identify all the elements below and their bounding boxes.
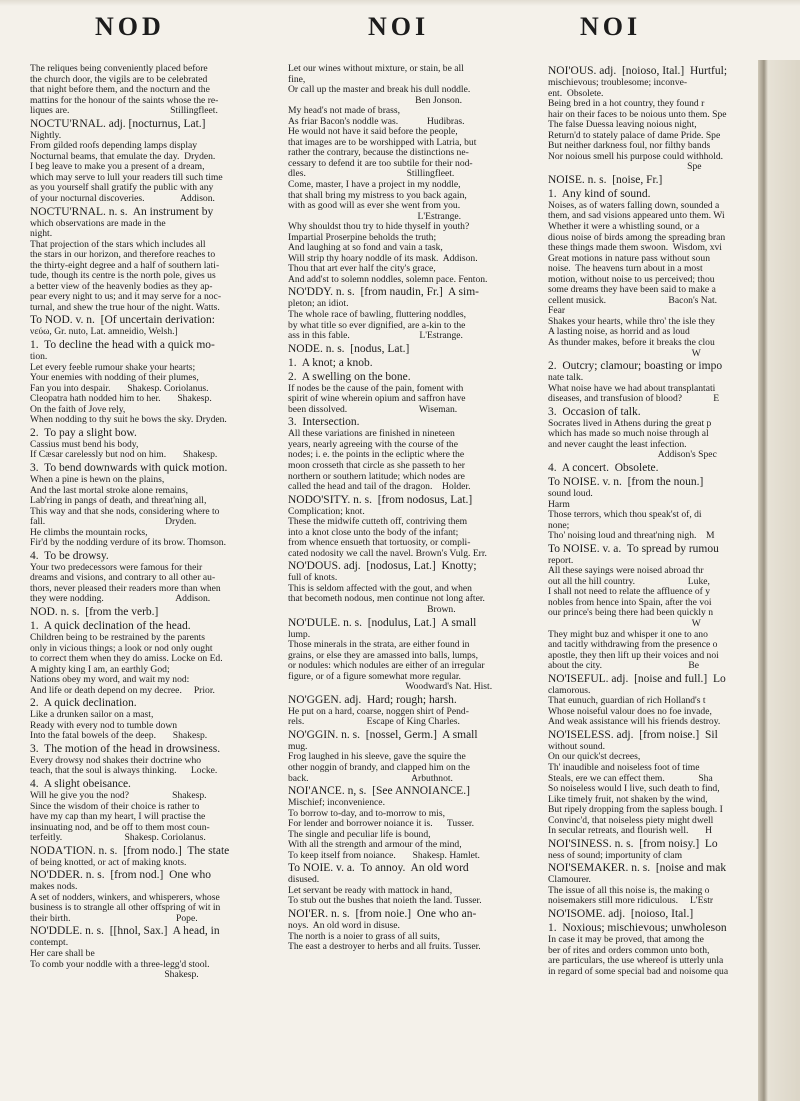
text-line: of being knotted, or act of making knots. xyxy=(30,856,187,868)
text-line: NOI'ANCE. n, s. [See ANNOIANCE.] xyxy=(288,785,470,798)
text-line: As thunder makes, before it breaks the clou xyxy=(548,337,715,349)
text-line: spirit of wine wherein opium and saffron have xyxy=(288,393,466,405)
text-line: noise. The heavens turn about in a most xyxy=(548,263,703,275)
text-line: apostle, they then lift up their voices and noi xyxy=(548,649,719,661)
text-line: rather the contrary, because the distinctions ne- xyxy=(288,147,469,159)
text-line: The reliques being conveniently placed before xyxy=(30,64,208,74)
text-line: as you yourself shall gratify the public with any xyxy=(30,182,214,194)
text-line: To borrow to-day, and to-morrow to mis, xyxy=(288,807,445,819)
text-line: 4. To be drowsy. xyxy=(30,549,109,562)
text-line: When a pine is hewn on the plains, xyxy=(30,473,165,485)
text-line: dreams and visions, and contrary to all other au- xyxy=(30,572,216,584)
text-line: Come, master, I have a project in my noddle, xyxy=(288,179,461,191)
column-middle xyxy=(288,64,538,1094)
text-line: And laughing at so fond and vain a task, xyxy=(288,242,443,254)
text-line: motion, without noise to us perceived; thou xyxy=(548,273,715,285)
text-line: 2. To pay a slight bow. xyxy=(30,426,137,439)
text-line: Socrates lived in Athens during the great p xyxy=(548,417,712,429)
text-line: dles. Stillingfleet. xyxy=(288,168,455,180)
text-line: northern or southern latitude; which nodes are xyxy=(288,470,465,482)
text-line: Children being to be restrained by the parents xyxy=(30,631,206,643)
text-line: NOD. n. s. [from the verb.] xyxy=(30,605,159,618)
text-line: these things made them swoon. Wisdom, xvi xyxy=(548,242,722,254)
text-line: Mischief; inconvenience. xyxy=(288,797,385,809)
text-line: have my cap than my heart, I will practise the xyxy=(30,811,206,823)
text-line: nobles from hence into Spain, after the voi xyxy=(548,596,712,608)
text-line: 3. Occasion of talk. xyxy=(548,405,641,418)
text-line: But neither darkness foul, nor filthy bands xyxy=(548,140,711,152)
text-line: years, nearly agreeing with the course of the xyxy=(288,438,458,450)
text-line: 2. A quick declination. xyxy=(30,697,137,710)
text-line: terfeitly. Shakesp. Coriolanus. xyxy=(30,832,206,844)
text-line: Cleopatra hath nodded him to her. Shakesp. xyxy=(30,393,212,405)
text-line: our prince's being there had been quickly n xyxy=(548,607,714,619)
text-line: As friar Bacon's noddle was. Hudibras. xyxy=(288,115,465,127)
text-line: 2. Outcry; clamour; boasting or impo xyxy=(548,360,723,373)
text-line: W xyxy=(548,617,701,629)
text-line: which has made so much noise through al xyxy=(548,428,709,440)
text-line: Let servant be ready with mattock in hand, xyxy=(288,884,453,896)
text-line: pear every night to us; and it may serve for a noc- xyxy=(30,291,222,303)
text-line: 1. To decline the head with a quick mo- xyxy=(30,339,215,352)
text-line: are particulars, the use whereof is utterly unla xyxy=(548,955,724,967)
text-line: NOI'SINESS. n. s. [from noisy.] Lo xyxy=(548,837,718,850)
text-line: Complication; knot. xyxy=(288,505,365,517)
text-line: Nor noious smell his purpose could withhold. xyxy=(548,150,724,162)
text-line: Whether it were a whistling sound, or a xyxy=(548,221,700,233)
text-line: This is seldom affected with the gout, and when xyxy=(288,582,472,594)
text-line: NO'DULE. n. s. [nodulus, Lat.] A small xyxy=(288,616,477,629)
text-line: Nocturnal beams, that emulate the day. Dryden. xyxy=(30,150,216,162)
text-line: Harm xyxy=(548,498,570,510)
text-line: tude, though its centre is the north pole, gives us xyxy=(30,270,216,282)
text-line: NODA'TION. n. s. [from nodo.] The state xyxy=(30,844,230,857)
text-line: turnal, and shew the true hour of the night. Watts. xyxy=(30,301,220,313)
text-line: The issue of all this noise is, the making o xyxy=(548,884,710,896)
text-line: Woodward's Nat. Hist. xyxy=(288,681,493,693)
text-line: Her care shall be xyxy=(30,948,95,959)
text-line: To NOD. v. n. [Of uncertain derivation: xyxy=(30,314,215,327)
text-line: NO'DDLE. n. s. [[hnol, Sax.] A head, in xyxy=(30,925,220,938)
text-line: Since the wisdom of their choice is rather to xyxy=(30,800,200,812)
text-line: Or call up the master and break his dull noddle. xyxy=(288,84,471,96)
text-line: The false Duessa leaving noious night, xyxy=(548,119,697,131)
text-line: noys. An old word in disuse. xyxy=(288,920,400,931)
text-line: He climbs the mountain rocks, xyxy=(30,526,148,538)
text-line: To NOIE. v. a. To annoy. An old word xyxy=(288,862,469,875)
text-line: To NOISE. v. n. [from the noun.] xyxy=(548,475,704,488)
text-line: NO'ISOME. adj. [noioso, Ital.] xyxy=(548,908,694,920)
text-line: grains, or else they are amassed into balls, lumps, xyxy=(288,649,478,661)
text-line: νεύω, Gr. nuto, Lat. amneidio, Welsh.] xyxy=(30,326,178,338)
text-line: NO'DDY. n. s. [from naudin, Fr.] A sim- xyxy=(288,286,479,299)
text-line: 2. A swelling on the bone. xyxy=(288,370,411,383)
text-line: other noggin of brandy, and clapped him on the xyxy=(288,761,470,773)
text-line: NODE. n. s. [nodus, Lat.] xyxy=(288,342,410,355)
text-line: Return'd to stately palace of dame Pride. Spe xyxy=(548,129,721,141)
text-line: That projection of the stars which includes all xyxy=(30,238,206,250)
text-line: about the city. Be xyxy=(548,660,699,672)
text-line: The east a destroyer to herbs and all fruits. Tusser. xyxy=(288,941,481,953)
text-line: disused. xyxy=(288,874,320,886)
text-line: NO'DOUS. adj. [nodosus, Lat.] Knotty; xyxy=(288,560,477,573)
text-line: If Cæsar carelessly but nod on him. Shakesp. xyxy=(30,449,218,461)
text-line: mischievous; troublesome; inconve- xyxy=(548,77,688,88)
text-line: Into the fatal bowels of the deep. Shakesp. xyxy=(30,730,208,742)
text-line: they were nodding. Addison. xyxy=(30,593,211,605)
text-line: nodes; i. e. the points in the ecliptic where the xyxy=(288,449,465,461)
text-line: The north is a noier to grass of all suits, xyxy=(288,930,440,942)
text-line: rels. Escape of King Charles. xyxy=(288,716,460,728)
text-line: mug. xyxy=(288,740,308,752)
text-line: Shakesp. xyxy=(30,969,199,981)
text-line: NODO'SITY. n. s. [from nodosus, Lat.] xyxy=(288,493,473,506)
text-line: Great motions in nature pass without soun xyxy=(548,252,711,264)
text-line: moon crosseth that circle as she passeth to her xyxy=(288,459,465,471)
text-line: a better view of the heavenly bodies as they ap- xyxy=(30,280,213,292)
text-line: their birth. Pope. xyxy=(30,912,198,924)
text-line: Fan you into despair. Shakesp. Coriolanus. xyxy=(30,382,209,394)
text-line: My head's not made of brass, xyxy=(288,105,401,117)
text-line: With all the strength and armour of the mind, xyxy=(288,839,462,851)
text-line: teach, that the soul is always thinking. Locke. xyxy=(30,765,218,777)
text-line: mattins for the honour of the saints whose the re- xyxy=(30,94,219,106)
text-line: Every drowsy nod shakes their doctrine who xyxy=(30,754,202,766)
text-line: The whole race of bawling, fluttering noddles, xyxy=(288,309,466,321)
text-line: ass in this fable. L'Estrange. xyxy=(288,330,463,342)
text-line: lump. xyxy=(288,628,311,640)
text-line: or nodules: which nodules are either of an irregular xyxy=(288,660,485,672)
text-line: cated nodosity we call the navel. Brown's Vulg. Err. xyxy=(288,547,487,559)
text-line: ber of rites and orders common unto both, xyxy=(548,944,710,956)
text-line: Cassius must bend his body, xyxy=(30,438,139,450)
text-line: from whence ensueth that tortuosity, or compli- xyxy=(288,537,471,549)
text-line: some dreams they have been said to make a xyxy=(548,284,716,296)
text-line: Fear xyxy=(548,305,566,317)
text-line: Convinc'd, that noiseless piety might dwell xyxy=(548,814,714,826)
text-line: Tho' noising loud and threat'ning nigh. M xyxy=(548,530,715,542)
text-line: out all the hill country. Luke, xyxy=(548,575,710,587)
text-line: When nodding to thy suit he bows the sky. Dryden. xyxy=(30,414,227,426)
text-line: NOI'ER. n. s. [from noie.] One who an- xyxy=(288,908,477,920)
text-line: NO'GGEN. adj. Hard; rough; harsh. xyxy=(288,693,457,706)
page-gutter-edge xyxy=(758,60,800,1101)
text-line: nate talk. xyxy=(548,372,584,384)
running-head-left: NOD xyxy=(95,12,165,41)
text-line: Those minerals in the strata, are either found in xyxy=(288,639,470,651)
text-line: In case it may be proved, that among the xyxy=(548,934,704,945)
text-line: Your two predecessors were famous for their xyxy=(30,561,203,573)
text-line: Being bred in a hot country, they found r xyxy=(548,98,705,110)
text-line: For lender and borrower noiance it is. Tusser. xyxy=(288,818,474,830)
text-line: NO'GGIN. n. s. [nossel, Germ.] A small xyxy=(288,728,478,741)
text-line: In secular retreats, and flourish well. H xyxy=(548,825,713,837)
text-line: Lab'ring in pangs of death, and threat'ning all, xyxy=(30,495,207,507)
text-line: contempt. xyxy=(30,937,69,949)
text-line: hair on their faces to be noious unto them. Spe xyxy=(548,108,727,120)
running-head-center: NOI xyxy=(368,12,430,41)
text-line: Nightly. xyxy=(30,129,62,141)
text-line: pleton; an idiot. xyxy=(288,298,349,310)
text-line: Like timely fruit, not shaken by the wind, xyxy=(548,793,708,805)
text-line: Will strip thy hoary noddle of its mask. Addison. xyxy=(288,252,478,264)
text-line: 4. A concert. Obsolete. xyxy=(548,461,659,474)
text-line: Shakes your hearts, while thro' the isle they xyxy=(548,315,715,327)
text-line: none; xyxy=(548,519,570,531)
text-line: On our quick'st decrees, xyxy=(548,751,641,763)
text-line: NOISE. n. s. [noise, Fr.] xyxy=(548,173,663,186)
text-line: These the midwife cutteth off, contriving them xyxy=(288,516,468,528)
text-line: All these variations are finished in nineteen xyxy=(288,428,455,440)
text-line: and never caught the least infection. xyxy=(548,438,687,450)
text-line: All these sayings were noised abroad thr xyxy=(548,565,704,577)
text-line: And add'st to solemn noddles, solemn pace. Fenton. xyxy=(288,273,488,285)
text-line: Steals, ere we can effect them. Sha xyxy=(548,772,713,784)
text-line: Fir'd by the nodding verdure of its brow. Thomson. xyxy=(30,537,226,549)
text-line: the church door, the vigils are to be celebrated xyxy=(30,73,208,85)
text-line: 4. A slight obeisance. xyxy=(30,777,131,790)
text-line: But ripely dropping from the sapless bough. I xyxy=(548,804,723,816)
page-top-shadow xyxy=(0,0,800,6)
text-line: Clamourer. xyxy=(548,874,591,886)
text-line: Brown. xyxy=(288,603,456,615)
text-line: NOI'SEMAKER. n. s. [noise and mak xyxy=(548,862,727,875)
text-line: NOI'OUS. adj. [noioso, Ital.] Hurtful; xyxy=(548,65,728,77)
text-line: them, and sad visions appeared unto them. Wi xyxy=(548,210,725,222)
text-line: fine, xyxy=(288,73,306,85)
text-line: in regard of some special bad and noisome qua xyxy=(548,965,729,977)
text-line: W xyxy=(548,347,701,359)
text-line: of your nocturnal discoveries. Addison. xyxy=(30,193,215,205)
text-line: I shall not need to relate the affluence of y xyxy=(548,586,711,598)
text-line: figure, or of a figure somewhat more regular. xyxy=(288,670,461,682)
text-line: sound loud. xyxy=(548,487,593,499)
text-line: cessary to defend it are too subtile for their nod- xyxy=(288,157,473,169)
text-line: Impartial Proserpine beholds the truth; xyxy=(288,231,437,243)
text-line: clamorous. xyxy=(548,684,591,696)
text-line: ent. Obsolete. xyxy=(548,87,604,99)
text-line: NOCTU'RNAL. n. s. An instrument by xyxy=(30,205,214,218)
text-line: That eunuch, guardian of rich Holland's t xyxy=(548,695,706,707)
text-line: Noises, as of waters falling down, sounded a xyxy=(548,199,720,211)
text-line: that shall bring my mistress to you back again, xyxy=(288,189,467,201)
text-line: And life or death depend on my decree. Prior. xyxy=(30,684,215,696)
text-line: He put on a hard, coarse, noggen shirt of Pend- xyxy=(288,705,469,717)
text-line: diseases, and transfusion of blood? E xyxy=(548,393,720,405)
text-line: full of knots. xyxy=(288,572,338,584)
text-line: Ready with every nod to tumble down xyxy=(30,719,178,731)
text-line: 1. Any kind of sound. xyxy=(548,187,651,200)
column-right xyxy=(548,64,758,1094)
text-line: Nations obey my word, and wait my nod: xyxy=(30,674,190,686)
text-line: makes nods. xyxy=(30,881,78,893)
text-line: been dissolved. Wiseman. xyxy=(288,403,458,415)
text-line: Spe xyxy=(548,161,702,173)
text-line: the stars in our horizon, and therefore reaches to xyxy=(30,249,216,261)
text-line: Ben Jonson. xyxy=(288,94,463,106)
text-line: To NOISE. v. a. To spread by rumou xyxy=(548,542,719,555)
text-line: NO'ISELESS. adj. [from noise.] Sil xyxy=(548,728,718,741)
text-line: called the head and tail of the dragon. Holder. xyxy=(288,481,471,493)
text-line: Let our wines without mixture, or stain, be all xyxy=(288,64,464,74)
text-line: To stub out the bushes that noieth the land. Tusser. xyxy=(288,895,482,907)
text-line: If nodes be the cause of the pain, foment with xyxy=(288,382,464,394)
running-head xyxy=(0,8,800,50)
text-line: 1. A knot; a knob. xyxy=(288,356,373,369)
column-left xyxy=(30,64,274,1094)
text-line: noisemakers still more ridiculous. L'Estr xyxy=(548,895,714,907)
text-line: which may serve to lull your readers till such time xyxy=(30,171,223,183)
text-line: that night before them, and the nocturn and the xyxy=(30,84,210,96)
text-line: And weak assistance will his friends destroy. xyxy=(548,716,721,728)
text-line: And the last mortal stroke alone remains, xyxy=(30,484,188,496)
text-line: The single and peculiar life is bound, xyxy=(288,828,431,840)
text-line: Thou that art ever half the city's grace, xyxy=(288,263,436,275)
text-line: by what title so ever dignified, are a-kin to the xyxy=(288,319,466,331)
text-line: the thirty-eight degree and a half of southern lati- xyxy=(30,259,220,271)
text-line: From gilded roofs depending lamps display xyxy=(30,140,198,152)
text-line: I beg leave to make you a present of a dream, xyxy=(30,161,205,173)
text-line: They might buz and whisper it one to ano xyxy=(548,628,708,640)
text-line: Th' inaudible and noiseless foot of time xyxy=(548,761,700,773)
text-line: To keep itself from noiance. Shakesp. Hamlet. xyxy=(288,849,480,861)
text-line: What noise have we had about transplantati xyxy=(548,382,716,394)
text-line: So noiseless would I live, such death to find, xyxy=(548,783,720,795)
text-line: Let every feeble rumour shake your hearts; xyxy=(30,361,196,373)
text-line: 3. The motion of the head in drowsiness. xyxy=(30,742,221,755)
text-line: report. xyxy=(548,554,574,566)
text-line: 3. Intersection. xyxy=(288,416,360,429)
text-line: without sound. xyxy=(548,740,606,752)
text-line: Whose noiseful valour does no foe invade, xyxy=(548,705,712,717)
text-line: On the faith of Jove rely, xyxy=(30,403,126,415)
text-line: fall. Dryden. xyxy=(30,516,197,528)
text-line: To comb your noddle with a three-legg'd stool. xyxy=(30,958,210,970)
text-line: Frog laughed in his sleeve, gave the squire the xyxy=(288,751,466,763)
text-line: Addison's Spec xyxy=(548,449,717,461)
text-line: NO'ISEFUL. adj. [noise and full.] Lo xyxy=(548,672,726,685)
text-line: NO'DDER. n. s. [from nod.] One who xyxy=(30,869,211,882)
text-line: dious noise of birds among the spreading bran xyxy=(548,231,726,243)
text-line: Why shouldst thou try to hide thyself in youth? xyxy=(288,221,470,233)
text-line: into a knot close unto the body of the infant; xyxy=(288,526,459,538)
text-line: A lasting noise, as horrid and as loud xyxy=(548,326,690,338)
text-line: 1. Noxious; mischievous; unwholeson xyxy=(548,922,727,934)
text-line: insinuating nod, and be off to them most coun- xyxy=(30,821,210,833)
text-line: and tacitly withdrawing from the presence o xyxy=(548,639,718,651)
running-head-right: NOI xyxy=(580,12,642,41)
text-line: which observations are made in the xyxy=(30,217,166,229)
text-line: that images are to be worshipped with Latria, but xyxy=(288,136,477,148)
text-line: liques are. Stillingfleet. xyxy=(30,105,218,117)
text-line: cellent musick. Bacon's Nat. xyxy=(548,294,718,306)
text-line: A mighty king I am, an earthly God; xyxy=(30,663,170,675)
text-line: A set of nodders, winkers, and whisperers, whose xyxy=(30,891,220,903)
text-line: thors, never pleased their readers more than when xyxy=(30,582,221,594)
text-line: 1. A quick declination of the head. xyxy=(30,619,191,632)
text-line: ness of sound; importunity of clam xyxy=(548,849,683,861)
text-line: with as good will as ever she went from you. xyxy=(288,200,461,212)
text-line: back. Arbuthnot. xyxy=(288,772,453,784)
text-line: Like a drunken sailor on a mast, xyxy=(30,709,154,721)
text-line: This way and that she nods, considering where to xyxy=(30,505,220,517)
text-line: L'Estrange. xyxy=(288,210,462,222)
text-line: that becometh nodous, men continue not long after. xyxy=(288,593,485,605)
text-line: to correct them when they do amiss. Locke on Ed. xyxy=(30,653,223,665)
text-line: 3. To bend downwards with quick motion. xyxy=(30,461,228,474)
text-line: business is to strangle all other offspring of wit in xyxy=(30,902,221,914)
text-line: Your enemies with nodding of their plumes, xyxy=(30,372,199,384)
text-line: NOCTU'RNAL. adj. [nocturnus, Lat.] xyxy=(30,117,206,130)
text-line: tion. xyxy=(30,351,48,363)
text-line: night. xyxy=(30,228,53,240)
text-line: only in vicious things; a look or nod only ought xyxy=(30,642,213,654)
text-line: Will he give you the nod? Shakesp. xyxy=(30,789,207,801)
text-line: Those terrors, which thou speak'st of, di xyxy=(548,509,702,521)
text-line: He would not have it said before the people, xyxy=(288,126,458,138)
